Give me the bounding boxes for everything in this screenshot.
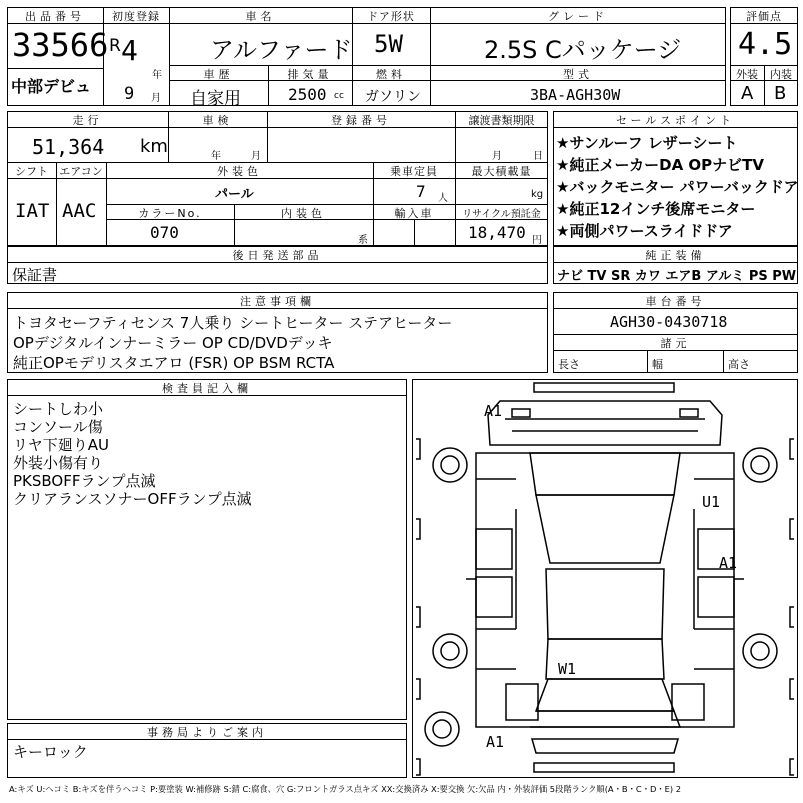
debut-label: 中部デビュ	[11, 77, 92, 96]
load-unit: kg	[531, 189, 544, 200]
displacement-label: 排気量	[287, 68, 333, 81]
color-no-label: カラーNo.	[138, 207, 202, 220]
damage-mark-3: A1	[719, 554, 738, 572]
era: R	[109, 36, 121, 56]
later-parts-text: 保証書	[12, 266, 58, 284]
inspector-label: 検査員記入欄	[162, 382, 252, 395]
load-label: 最大積載量	[471, 165, 532, 178]
month: 9	[124, 84, 135, 104]
chassis-label: 車台番号	[645, 295, 706, 308]
color-no: 070	[150, 223, 179, 242]
dims-label: 諸元	[660, 337, 691, 350]
year-unit: 年	[152, 70, 162, 81]
damage-mark-1: A1	[484, 402, 503, 420]
int-color-unit: 系	[358, 235, 368, 246]
damage-mark-5: A1	[486, 733, 505, 751]
later-parts-label: 後日発送部品	[232, 249, 323, 262]
door-label: ドア形状	[367, 10, 415, 23]
inspection-label: 車検	[202, 114, 233, 127]
sales-point-1: ★サンルーフ レザーシート	[556, 134, 738, 152]
ext-color: パール	[215, 187, 254, 202]
note-line-1: トヨタセーフティセンス 7人乗り シートヒーター ステアヒーター	[13, 314, 453, 332]
transfer-day-unit: 日	[533, 151, 543, 162]
interior-grade-label: 内装	[770, 68, 792, 81]
interior-grade: B	[774, 83, 787, 104]
transfer-label: 譲渡書類期限	[468, 114, 535, 127]
ext-color-label: 外装色	[217, 165, 262, 178]
capacity-unit: 人	[438, 193, 448, 204]
equipment-label: 純正装備	[645, 249, 706, 262]
reg-no-label: 登録番号	[331, 114, 391, 127]
legend-text: A:キズ U:ヘコミ B:キズを伴うヘコミ P:要塗装 W:補修跡 S:錆 C:腐食、穴 G:フロントガラス点キズ XX:交換済み X:要交換 欠:欠品 内・外装評価 5段階ランク順(A・B・C・D・E) 2	[9, 784, 682, 794]
inspector-line-1: シートしわ小	[13, 400, 104, 418]
grade: 2.5S Cパッケージ	[484, 36, 682, 64]
car-name: アルファード	[210, 36, 353, 64]
shift-label: シフト	[15, 165, 48, 178]
displacement: 2500	[288, 85, 327, 104]
fuel-label: 燃料	[376, 68, 406, 81]
sales-point-4: ★純正12インチ後席モニター	[556, 200, 756, 218]
lot-no-label: 出品番号	[25, 10, 85, 23]
int-color-label: 内装色	[281, 207, 326, 220]
car-diagram	[412, 379, 798, 778]
shift: IAT	[15, 200, 50, 222]
recycle-label: リサイクル預託金	[462, 209, 541, 220]
width-label: 幅	[652, 358, 663, 371]
fuel: ガソリン	[365, 89, 421, 105]
inspector-line-2: コンソール傷	[13, 418, 103, 436]
inspector-line-6: クリアランスソナーOFFランプ点滅	[13, 490, 252, 508]
history-label: 車歴	[203, 68, 234, 81]
damage-mark-2: U1	[702, 493, 721, 511]
inspection-year-unit: 年	[211, 151, 221, 162]
model: 3BA-AGH30W	[530, 86, 621, 104]
office-text: キーロック	[13, 743, 88, 761]
chassis-number: AGH30-0430718	[610, 313, 728, 331]
import-label: 輸入車	[394, 207, 434, 220]
mileage-unit: km	[140, 136, 168, 157]
sales-points-label: セールスポイント	[615, 114, 735, 127]
month-unit: 月	[151, 93, 161, 104]
damage-mark-4: W1	[558, 660, 577, 678]
recycle-unit: 円	[532, 235, 542, 246]
inspector-line-5: PKSBOFFランプ点滅	[13, 472, 156, 490]
recycle: 18,470	[468, 223, 526, 242]
length-label: 長さ	[558, 358, 580, 371]
ac: AAC	[62, 200, 97, 222]
grade-label: グレード	[548, 10, 608, 23]
equipment-text: ナビ TV SR カワ エアB アルミ PS PW	[557, 269, 797, 284]
inspector-line-3: リヤ下廻りAU	[13, 436, 109, 454]
displacement-unit: cc	[334, 91, 344, 101]
sales-point-5: ★両側パワースライドドア	[556, 222, 733, 240]
door: 5W	[374, 30, 403, 58]
sales-point-2: ★純正メーカーDA OPナビTV	[556, 156, 765, 174]
capacity-label: 乗車定員	[390, 165, 438, 178]
inspector-line-4: 外装小傷有り	[13, 454, 104, 472]
notes-label: 注意事項欄	[240, 295, 315, 308]
capacity: 7	[416, 182, 426, 201]
exterior-grade: A	[741, 83, 754, 104]
lot-no: 33566	[12, 26, 109, 64]
height-label: 高さ	[728, 358, 750, 371]
office-label: 事務局よりご案内	[147, 726, 267, 739]
ac-label: エアコン	[59, 165, 103, 178]
note-line-2: OPデジタルインナーミラー OP CD/DVDデッキ	[13, 334, 333, 352]
first-reg-label: 初度登録	[112, 10, 160, 23]
exterior-grade-label: 外装	[736, 68, 758, 81]
model-label: 型式	[563, 68, 593, 81]
history: 自家用	[190, 89, 241, 109]
score-label: 評価点	[746, 10, 782, 23]
sales-point-3: ★バックモニター パワーバックドア	[556, 178, 799, 196]
mileage: 51,364	[32, 135, 105, 159]
note-line-3: 純正OPモデリスタエアロ (FSR) OP BSM RCTA	[13, 354, 335, 372]
transfer-month-unit: 月	[492, 151, 502, 162]
mileage-label: 走行	[72, 114, 103, 127]
score: 4.5	[738, 27, 793, 62]
car-name-label: 車名	[245, 10, 276, 23]
year: 4	[121, 34, 138, 67]
inspection-month-unit: 月	[251, 151, 261, 162]
